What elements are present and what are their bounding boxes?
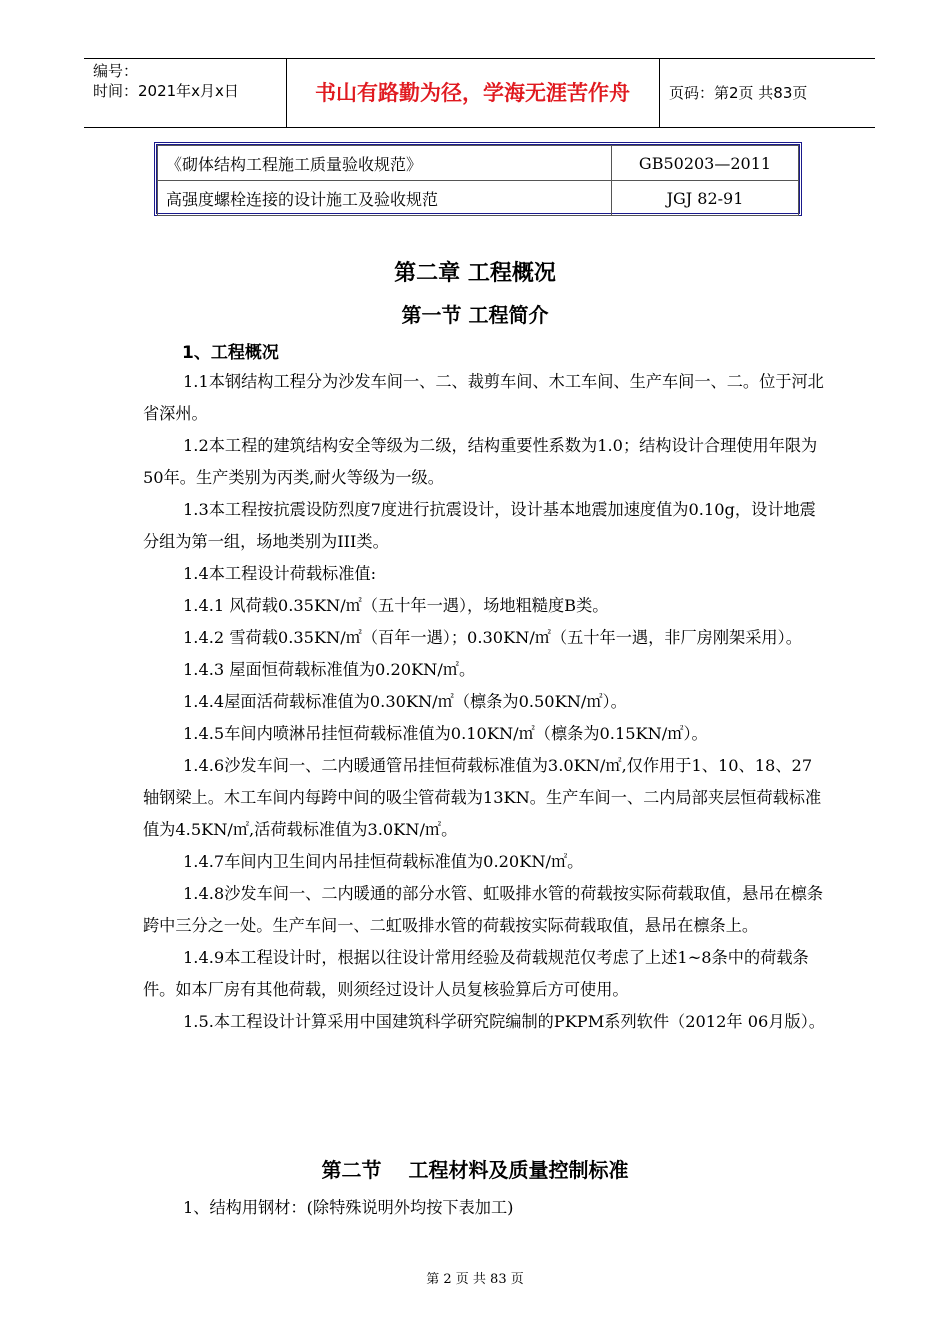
paragraph: 1.4.7车间内卫生间内吊挂恒荷载标准值为0.20KN/㎡。 — [183, 852, 584, 871]
paragraph: 1.1本钢结构工程分为沙发车间一、二、裁剪车间、木工车间、生产车间一、二。位于河北省深州。 — [143, 372, 824, 423]
body-text — [143, 366, 828, 1038]
paragraph: 1.4.8沙发车间一、二内暖通的部分水管、虹吸排水管的荷载按实际荷载取值，悬吊在檩条跨中三分之一处。生产车间一、二虹吸排水管的荷载按实际荷载取值，悬吊在檩条上。 — [143, 884, 824, 935]
table-row — [158, 146, 799, 181]
paragraph: 1.4.2 雪荷载0.35KN/㎡（百年一遇）；0.30KN/㎡（五十年一遇，非厂房刚架采用）。 — [183, 628, 802, 647]
paragraph: 1.2本工程的建筑结构安全等级为二级，结构重要性系数为1.0；结构设计合理使用年限为50年。生产类别为丙类,耐火等级为一级。 — [143, 436, 818, 487]
header-page-info: 页码：第2页 共83页 — [669, 84, 808, 102]
header-meta — [84, 59, 287, 127]
standard-code: JGJ 82-91 — [612, 181, 799, 216]
section-title: 第一节 工程简介 — [401, 303, 549, 327]
paragraph: 1.5.本工程设计计算采用中国建筑科学研究院编制的PKPM系列软件（2012年 06月版）。 — [183, 1012, 825, 1031]
paragraph: 1.3本工程按抗震设防烈度7度进行抗震设计，设计基本地震加速度值为0.10g，设计地震分组为第一组，场地类别为III类。 — [143, 500, 816, 551]
paragraph: 1.4.4屋面活荷载标准值为0.30KN/㎡（檩条为0.50KN/㎡）。 — [183, 692, 627, 711]
section-title: 第二节 工程材料及质量控制标准 — [321, 1158, 629, 1182]
paragraph: 1.4.9本工程设计时，根据以往设计常用经验及荷载规范仅考虑了上述1~8条中的荷载条件。如本厂房有其他荷载，则须经过设计人员复核验算后方可使用。 — [143, 948, 809, 999]
reference-table — [154, 142, 802, 216]
number-label: 编号： — [93, 62, 139, 80]
paragraph: 1.4.5车间内喷淋吊挂恒荷载标准值为0.10KN/㎡（檩条为0.15KN/㎡）。 — [183, 724, 708, 743]
paragraph: 1、结构用钢材：(除特殊说明外均按下表加工) — [183, 1198, 514, 1217]
paragraph: 1.4.1 风荷载0.35KN/㎡（五十年一遇），场地粗糙度B类。 — [183, 596, 609, 615]
standard-code: GB50203—2011 — [612, 146, 799, 181]
paragraph: 1.4本工程设计荷载标准值: — [183, 564, 377, 583]
time-label: 时间：2021年x月x日 — [93, 82, 239, 100]
table-row — [158, 181, 799, 216]
paragraph: 1.4.3 屋面恒荷载标准值为0.20KN/㎡。 — [183, 660, 476, 679]
page-header — [84, 58, 875, 128]
subsection-title: 1、工程概况 — [182, 343, 279, 363]
page-footer: 第 2 页 共 83 页 — [426, 1272, 524, 1287]
paragraph: 1.4.6沙发车间一、二内暖通管吊挂恒荷载标准值为3.0KN/㎡,仅作用于1、10、18、27轴钢梁上。木工车间内每跨中间的吸尘管荷载为13KN。生产车间一、二内局部夹层恒荷载标准值为4.5KN/㎡,活荷载标准值为3.0KN/㎡。 — [143, 756, 822, 839]
header-motto: 书山有路勤为径，学海无涯苦作舟 — [286, 59, 660, 127]
chapter-title: 第二章 工程概况 — [394, 261, 556, 286]
standard-name: 高强度螺栓连接的设计施工及验收规范 — [158, 181, 612, 216]
standard-name: 《砌体结构工程施工质量验收规范》 — [158, 146, 612, 181]
